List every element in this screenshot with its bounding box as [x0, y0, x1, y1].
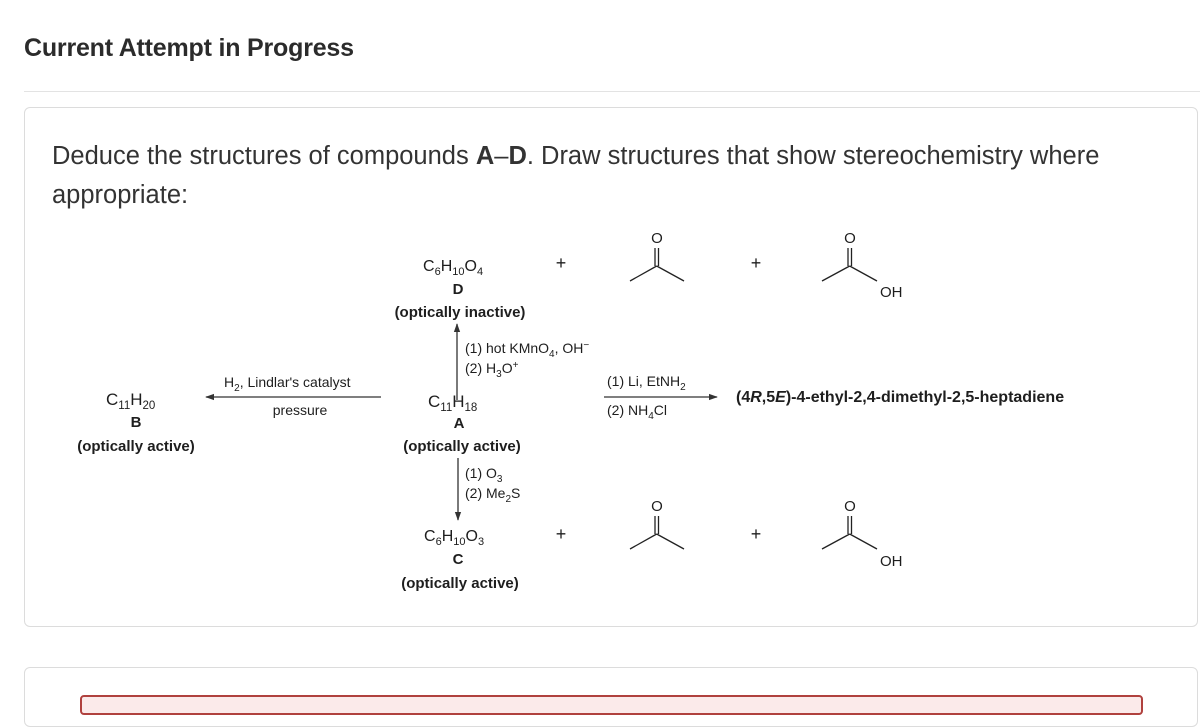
- plus-sign: +: [555, 524, 567, 544]
- answer-feedback-bar: [80, 695, 1143, 715]
- hydroxyl-label: OH: [880, 284, 903, 301]
- question-text-part: Deduce the structures of compounds: [52, 142, 476, 170]
- methyl-bond: [630, 266, 657, 281]
- compound-b-letter: B: [130, 414, 142, 431]
- compound-b-note: (optically active): [77, 438, 195, 455]
- hydroxyl-bond: [850, 266, 877, 281]
- compound-a-ref: A: [475, 142, 495, 170]
- page-title: Current Attempt in Progress: [24, 34, 354, 62]
- methyl-bond: [657, 266, 684, 281]
- compound-b-formula: $C_{11}H_{20}$: [106, 390, 156, 412]
- methyl-bond: [657, 534, 684, 549]
- oxygen-label: O: [651, 230, 663, 247]
- plus-sign: +: [555, 253, 567, 273]
- compound-a-note: (optically active): [403, 438, 521, 455]
- question-text-part: . Draw structures that show stereochemistry where appropriate:: [52, 142, 1100, 209]
- compound-c-note: (optically active): [401, 575, 519, 592]
- plus-sign: +: [750, 524, 762, 544]
- reduction-step-2: (2) $NH_4Cl$: [607, 402, 668, 422]
- oxygen-label: O: [844, 230, 856, 247]
- compound-d-letter: D: [452, 281, 464, 298]
- compound-b: [77, 390, 195, 455]
- compound-c-letter: C: [452, 551, 464, 568]
- acetone-structure: [630, 248, 684, 281]
- compound-d-ref: D: [508, 142, 527, 170]
- oxidation-step-1: (1) hot KMnO$_4$, OH−: [465, 340, 590, 360]
- question-dash: –: [494, 142, 509, 170]
- hydroxyl-bond: [850, 534, 877, 549]
- methyl-bond: [630, 534, 657, 549]
- compound-c-formula: $C_6H_{10}O_3$: [424, 528, 485, 548]
- product-name: (4R,5E)-4-ethyl-2,4-dimethyl-2,5-heptadiene: [736, 389, 1065, 406]
- plus-sign: +: [750, 253, 762, 273]
- acetic-acid-structure: [822, 248, 877, 281]
- methyl-bond: [822, 534, 850, 549]
- compound-d-note: (optically inactive): [394, 304, 526, 321]
- reduction-step-1: (1) Li, EtNH$_2$: [607, 373, 686, 393]
- oxygen-label: O: [651, 498, 663, 515]
- compound-d: [395, 258, 526, 321]
- acetic-acid-structure: [822, 516, 877, 549]
- oxidation-step-2: (2) $H_3O^+$: [465, 360, 519, 380]
- compound-a-formula: $C_{11}H_{18}$: [428, 392, 478, 414]
- compound-a: [403, 392, 521, 455]
- compound-d-formula: $C_6H_{10}O_4$: [423, 258, 484, 278]
- compound-c: [401, 528, 519, 592]
- compound-a-letter: A: [453, 415, 465, 432]
- ozonolysis-step-1: (1) $O_3$: [465, 465, 503, 485]
- hydrogenation-condition: pressure: [272, 402, 328, 418]
- ozonolysis-step-2: (2) $Me_2S$: [465, 485, 521, 505]
- acetone-structure: [630, 516, 684, 549]
- oxygen-label: O: [844, 498, 856, 515]
- methyl-bond: [822, 266, 850, 281]
- hydroxyl-label: OH: [880, 553, 903, 570]
- hydrogenation-reagent: $H_2$, Lindlar's catalyst: [224, 374, 351, 394]
